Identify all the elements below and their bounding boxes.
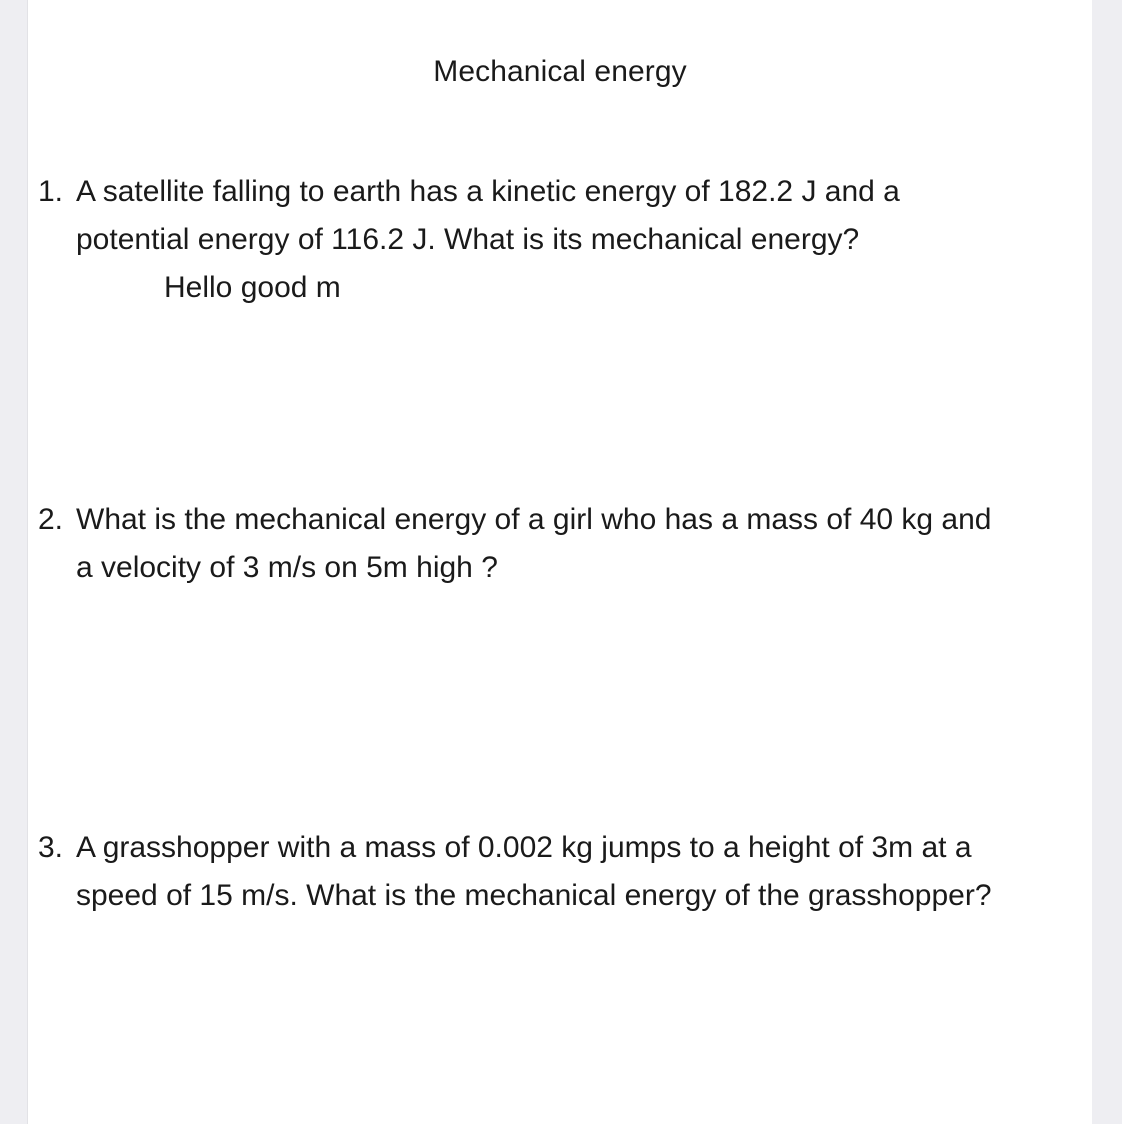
list-item-subnote: Hello good m bbox=[164, 271, 341, 304]
list-item-number: 1. bbox=[38, 175, 64, 208]
question-list bbox=[36, 168, 1036, 920]
paragraph-spacer bbox=[36, 312, 1036, 496]
list-item-body bbox=[76, 168, 1006, 312]
list-item-number: 2. bbox=[38, 503, 64, 536]
list-item-number: 3. bbox=[38, 831, 64, 864]
paragraph-spacer bbox=[36, 592, 1036, 824]
list-item-body bbox=[76, 824, 1006, 920]
list-item[interactable] bbox=[36, 824, 1036, 920]
page-title: Mechanical energy bbox=[433, 55, 687, 88]
list-item[interactable] bbox=[36, 496, 1036, 592]
document-page[interactable] bbox=[28, 0, 1092, 1124]
list-item-text: A grasshopper with a mass of 0.002 kg jumps to a height of 3m at a speed of 15 m/s. What is the mechanical energy of the grasshopper? bbox=[76, 831, 992, 912]
page-margin-right bbox=[1092, 0, 1122, 1124]
list-item-body bbox=[76, 496, 1006, 592]
list-item-text: A satellite falling to earth has a kinetic energy of 182.2 J and a potential energy of 116.2 J. What is its mechanical energy? bbox=[76, 175, 900, 256]
list-item[interactable] bbox=[36, 168, 1036, 312]
list-item-text: What is the mechanical energy of a girl who has a mass of 40 kg and a velocity of 3 m/s on 5m high ? bbox=[76, 503, 992, 584]
